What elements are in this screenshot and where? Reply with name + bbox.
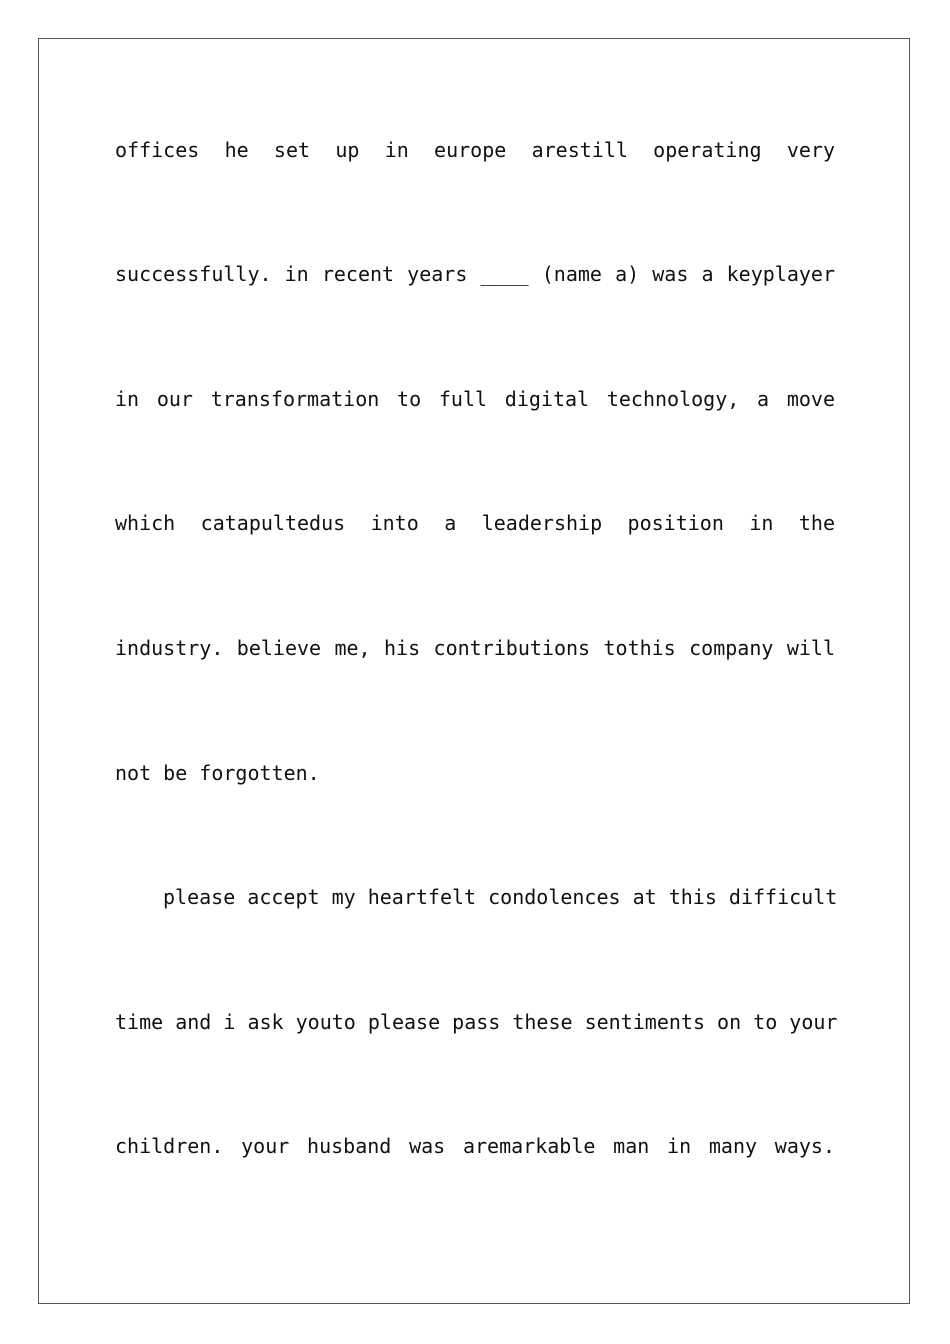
text-line: successfully. in recent years ____ (name a) was a keyplayer <box>115 262 835 286</box>
text-line: offices he set up in europe arestill operating very <box>115 138 835 162</box>
page-border <box>38 38 910 1304</box>
text-line: in our transformation to full digital technology, a move <box>115 387 835 411</box>
text-line: children. your husband was aremarkable man in many ways. <box>115 1134 835 1158</box>
text-line: not be forgotten. <box>115 761 320 785</box>
text-line: which catapultedus into a leadership position in the <box>115 511 835 535</box>
text-line: time and i ask youto please pass these sentiments on to your <box>115 1010 838 1034</box>
text-line: industry. believe me, his contributions tothis company will <box>115 636 835 660</box>
paragraph-first-line: please accept my heartfelt condolences at this difficult <box>163 885 838 909</box>
